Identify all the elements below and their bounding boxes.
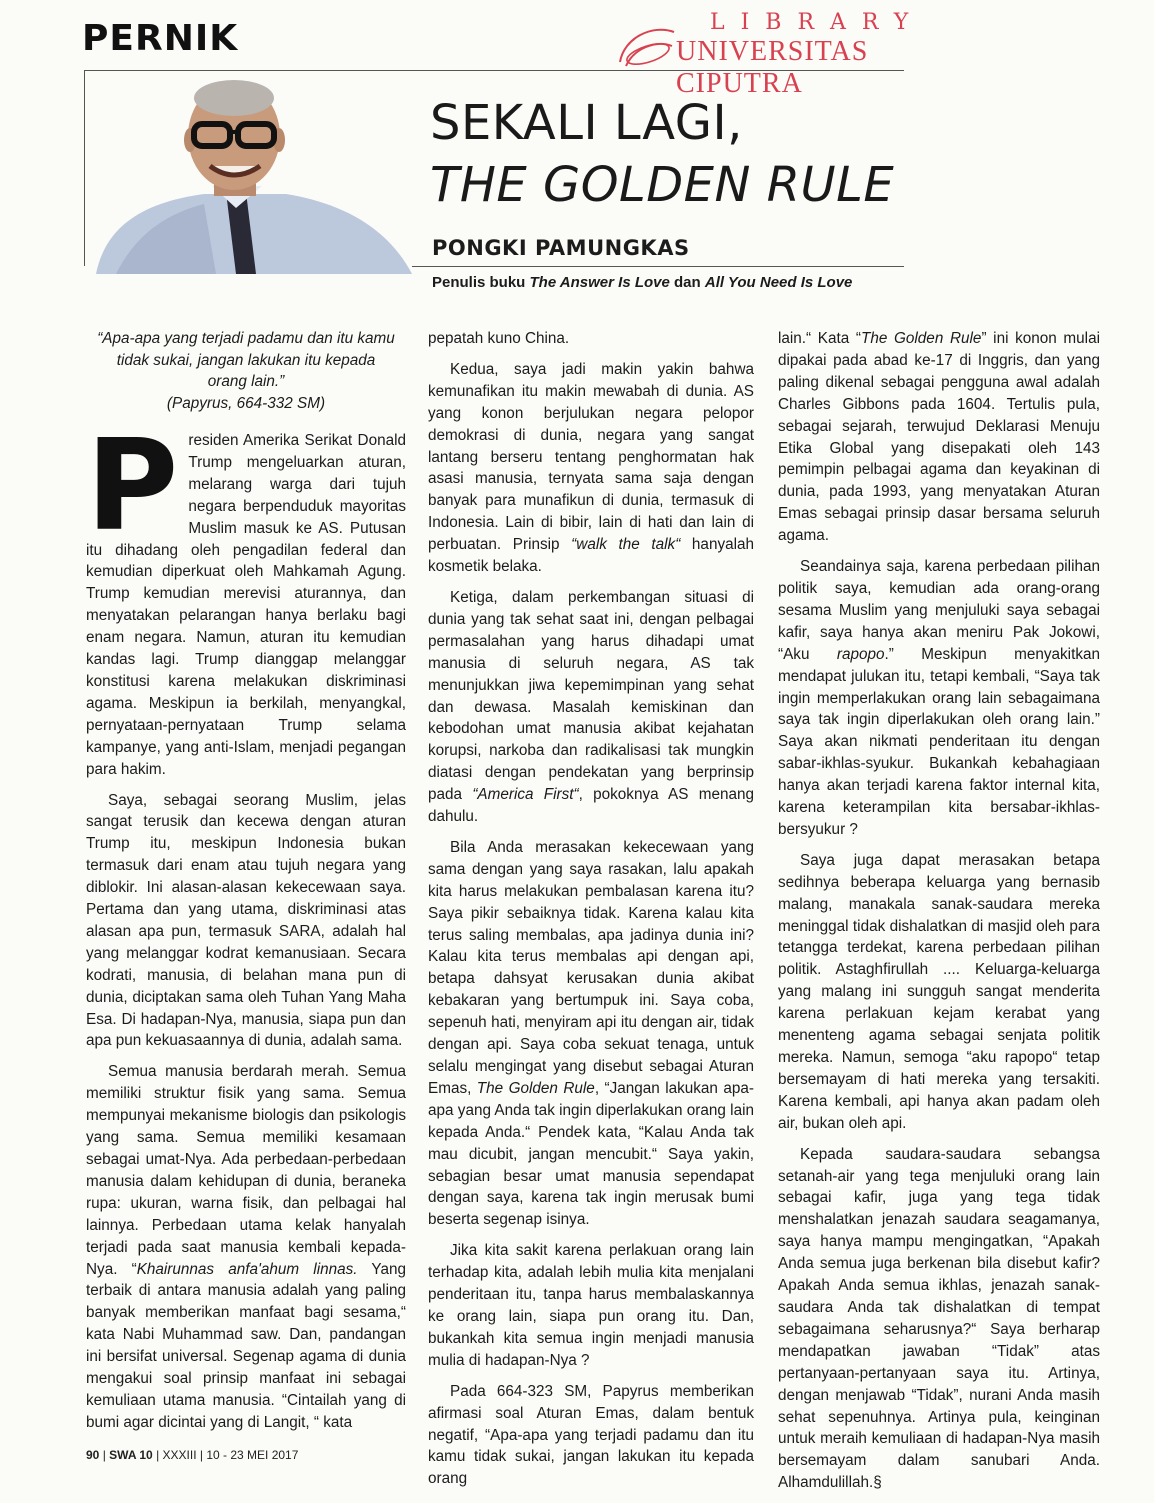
- paragraph: Seandainya saja, karena perbedaan pilihan politik saya, kemudian ada orang-orang sesama Muslim yang menjuluki saya sebagai kafir, saya hanya akan meniru Pak Jokowi, “Aku rapopo.” Meskipun menyakitkan mendapat julukan itu, tetapi kembali, “Saya tak ingin memperlakukan orang lain sebagaimana saya tak ingin diperlakukan oleh orang lain.” Saya akan nikmati penderitaan itu dengan sabar-ikhlas-syukur. Bukankah kebahagiaan hanya akan terjadi karena faktor internal kita, karena keterampilan kita bersabar-ikhlas-bersyukur ?: [778, 558, 1100, 838]
- paragraph: Ketiga, dalam perkembangan situasi di dunia yang tak sehat saat ini, dengan pelbagai permasalahan yang harus dihadapi umat manusia di seluruh negara, AS tak menunjukkan jiwa kepemimpinan yang sehat dan dewasa. Masalah kemiskinan dan kebodohan umat manusia akibat kejahatan korupsi, narkoba dan radikalisasi tak mungkin diatasi dengan pendekatan yang berprinsip pada “America First“, pokoknya AS menang dahulu.: [428, 588, 754, 826]
- paragraph: Bila Anda merasakan kekecewaan yang sama dengan yang saya rasakan, lalu apakah kita harus melakukan pembalasan karena itu? Saya pikir sebaiknya tidak. Karena kalau kita terus saling membalas, apa jadinya dunia ini? Kalau kita terus membalas api dengan api, betapa dahsyat kerusakan dunia akibat kebakaran yang bertumpuk ini. Saya coba, sepenuh hati, menyiram api itu dengan air, tidak dengan api. Saya coba sekuat tenaga, untuk selalu mengingat yang disebut sebagai Aturan Emas, The Golden Rule, “Jangan lakukan apa-apa yang Anda tak ingin diperlakukan orang lain kepada Anda.“ Pendek kata, “Kalau Anda tak mau dicubit, jangan mencubit.“ Saya yakin, sebagian besar umat manusia sependapat dengan saya, karena tak ingin merusak bumi beserta segenap isinya.: [428, 838, 754, 1229]
- paragraph: Kepada saudara-saudara sebangsa setanah-air yang tega menjuluki orang lain sebagai kafir, juga yang tega tidak menshalatkan jenazah saudara seagamanya, saya hanya mampu mengingatkan, “Apakah Anda semua juga berkenan bila disebut kafir? Apakah Anda semua ikhlas, jenazah sanak-saudara Anda tak dishalatkan di tempat sebagaimana seharusnya?“ Saya berharap mendapatkan jawaban “Tidak” atas pertanyaan-pertanyaan saya itu. Artinya, dengan menjawab “Tidak”, nurani Anda masih sehat sepenuhnya. Artinya pula, keinginan untuk meraih kemuliaan di hadapan-Nya masih bersemayam dalam sanubari Anda. Alhamdulillah.§: [778, 1145, 1100, 1492]
- magazine-issue: SWA 10: [109, 1448, 153, 1462]
- header-rule: [84, 70, 904, 71]
- library-stamp-icon: [612, 18, 682, 78]
- library-stamp: [612, 6, 942, 99]
- paragraph: Presiden Amerika Serikat Donald Trump mengeluarkan aturan, melarang warga dari tujuh negara berpenduduk mayoritas Muslim masuk ke AS. Putusan itu dihadang oleh pengadilan federal dan kemudian diperkuat oleh Mahkamah Agung. Trump kemudian merevisi aturannya, dan menyatakan pelarangan hanya berlaku bagi enam negara. Namun, aturan itu kemudian kandas lagi. Trump dianggap melanggar konstitusi karena melakukan diskriminasi agama. Meskipun ia berkilah, menyangkal, pernyataan-pernyataan Trump selama kampanye, yang anti-Islam, menjadi pegangan para hakim.: [86, 412, 406, 778]
- paragraph: Semua manusia berdarah merah. Semua memiliki struktur fisik yang sama. Semua mempunyai mekanisme biologis dan psikologis yang sama. Semua memiliki kesamaan sebagai umat-Nya. Ada perbedaan-perbedaan manusia dalam kehidupan di dunia, beraneka rupa: ukuran, warna fisik, dan pelbagai hal lainnya. Perbedaan utama kelak hanyalah terjadi pada saat manusia kembali kepada-Nya. “Khairunnas anfa'ahum linnas. Yang terbaik di antara manusia adalah yang paling banyak memberikan manfaat bagi sesama,“ kata Nabi Muhammad saw. Dan, pandangan ini bersifat universal. Segenap agama di dunia mengakui soal prinsip manfaat ini sebagai kemuliaan utama manusia. “Cintailah yang di bumi agar dicintai yang di Langit, “ kata: [86, 1063, 406, 1431]
- paragraph: lain.“ Kata “The Golden Rule” ini konon mulai dipakai pada abad ke-17 di Inggris, dan yang paling dikenal sebagai pengguna awal adalah Charles Gibbons pada 1604. Tertulis pula, sebagai sejarah, terwujud Deklarasi Menuju Etika Global yang disepakati oleh 143 pemimpin pelbagai agama dan keyakinan di dunia, pada 1993, yang menyatakan Aturan Emas sebagai prinsip dasar bersama seluruh agama.: [778, 330, 1100, 545]
- paragraph: Pada 664-323 SM, Papyrus memberikan afirmasi soal Aturan Emas, dalam bentuk negatif, “Apa-apa yang terjadi padamu dan itu kamu tidak sukai, jangan lakukan itu kepada orang: [428, 1382, 754, 1488]
- author-name: PONGKI PAMUNGKAS: [432, 236, 690, 260]
- article-column-3: [778, 328, 1100, 1503]
- article-column-2: [428, 328, 754, 1499]
- paragraph: Saya, sebagai seorang Muslim, jelas sangat terusik dan kecewa dengan aturan Trump itu, meskipun Indonesia bukan termasuk dari enam atau tujuh negara yang diblokir. Ini alasan-alasan kekecewaan saya. Pertama dan yang utama, diskriminasi atas alasan apa pun, termasuk SARA, adalah hal yang melanggar kodrat kemanusiaan. Secara kodrati, manusia, di belahan mana pun di dunia, diciptakan sama oleh Tuhan Yang Maha Esa. Di hadapan-Nya, manusia, siapa pun dan apa pun kekuasaannya di dunia, adalah sama.: [86, 791, 406, 1050]
- issue-date: 10 - 23 MEI 2017: [206, 1448, 299, 1462]
- frame-left-rule: [84, 70, 85, 266]
- article-title: [430, 92, 894, 216]
- stamp-library-text: LIBRARY: [710, 10, 925, 35]
- page-number: 90: [86, 1448, 100, 1462]
- byline-book-2: All You Need Is Love: [704, 274, 853, 291]
- author-rule: [412, 266, 904, 267]
- paragraph: pepatah kuno China.: [428, 330, 570, 347]
- paragraph: Kedua, saya jadi makin yakin bahwa kemunafikan itu makin mewabah di dunia. AS yang konon berjulukan negara pelopor demokrasi di dunia, negara yang sangat lantang berseru tentang penghormatan hak asasi manusia, ternyata sama saja dengan banyak para munafikun di dunia, termasuk di Indonesia. Lain di bibir, lain di hati dan lain di perbuatan. Prinsip “walk the talk“ hanyalah kosmetik belaka.: [428, 360, 755, 576]
- title-line-2: THE GOLDEN RULE: [430, 157, 895, 213]
- author-byline: [432, 274, 852, 291]
- epigraph-source: (Papyrus, 664-332 SM): [166, 394, 326, 412]
- stamp-university-text: UNIVERSITAS CIPUTRA: [676, 36, 869, 99]
- paragraph: Saya juga dapat merasakan betapa sedihnya beberapa keluarga yang bernasib malang, manakala sanak-saudara mereka meninggal tidak dishalatkan di masjid oleh para tetangga terdekat, karena perbedaan pilihan politik. Astaghfirullah .... Keluarga-keluarga yang malang ini sungguh sangat menderita karena perlakuan kejam kerabat yang menenteng agama sebagai senjata politik mereka. Namun, semoga “aku rapopo“ tetap bersemayam di hati mereka yang tersakiti. Karena kembali, api hanya akan padam oleh air, bukan oleh api.: [778, 851, 1100, 1132]
- byline-book-1: The Answer Is Love: [529, 274, 670, 291]
- byline-prefix: Penulis buku: [432, 274, 530, 291]
- byline-mid: dan: [669, 274, 705, 291]
- author-photo: [86, 74, 412, 274]
- title-line-1: SEKALI LAGI,: [430, 95, 743, 151]
- page-footer: 90 | SWA 10 | XXXIII | 10 - 23 MEI 2017: [86, 1448, 299, 1462]
- volume: XXXIII: [162, 1448, 197, 1462]
- epigraph-quote: “Apa-apa yang terjadi padamu dan itu kamu tidak sukai, jangan lakukan itu kepada orang lain.”: [97, 330, 395, 390]
- section-label: PERNIK: [82, 18, 239, 59]
- paragraph: Jika kita sakit karena perlakuan orang lain terhadap kita, adalah lebih mulia kita menjalani penderitaan itu, tanpa harus membalaskannya ke orang lain, siapa pun orang itu. Dan, bukankah kita semua ingin menjadi manusia mulia di hadapan-Nya ?: [428, 1242, 754, 1369]
- epigraph: [86, 328, 406, 414]
- article-column-1: [86, 328, 406, 1443]
- drop-cap: P: [86, 412, 179, 559]
